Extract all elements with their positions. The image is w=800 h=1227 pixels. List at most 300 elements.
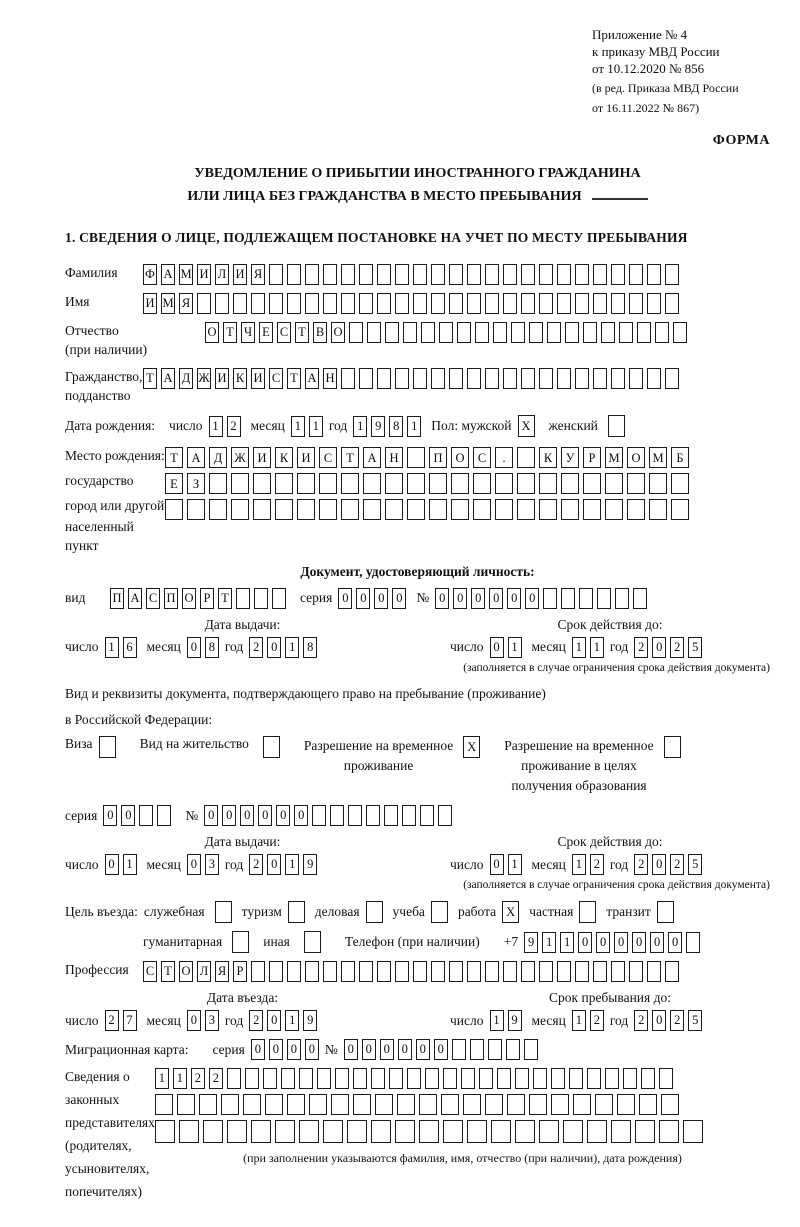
char-box[interactable] xyxy=(583,322,597,343)
char-box[interactable]: А xyxy=(161,368,175,389)
char-box[interactable] xyxy=(385,499,403,520)
char-box[interactable] xyxy=(579,588,593,609)
char-box[interactable] xyxy=(275,473,293,494)
char-box[interactable]: Т xyxy=(287,368,301,389)
char-box[interactable] xyxy=(299,1120,319,1143)
char-box[interactable] xyxy=(601,322,615,343)
char-box[interactable] xyxy=(330,805,344,826)
char-box[interactable] xyxy=(377,264,391,285)
char-box[interactable] xyxy=(506,1039,520,1060)
char-box[interactable] xyxy=(429,499,447,520)
char-box[interactable]: О xyxy=(451,447,469,468)
char-box[interactable] xyxy=(312,805,326,826)
char-box[interactable] xyxy=(587,1068,601,1089)
char-box[interactable] xyxy=(467,368,481,389)
char-box[interactable] xyxy=(521,264,535,285)
char-box[interactable] xyxy=(637,322,651,343)
char-box[interactable] xyxy=(635,1120,655,1143)
char-box[interactable] xyxy=(671,499,689,520)
char-box[interactable]: 0 xyxy=(668,932,682,953)
char-box[interactable] xyxy=(539,473,557,494)
char-box[interactable]: 8 xyxy=(389,416,403,437)
char-box[interactable]: X xyxy=(502,901,519,923)
char-box[interactable] xyxy=(647,961,661,982)
char-box[interactable]: Д xyxy=(209,447,227,468)
char-box[interactable] xyxy=(457,322,471,343)
char-box[interactable]: 1 xyxy=(209,416,223,437)
char-box[interactable] xyxy=(575,293,589,314)
char-box[interactable] xyxy=(269,264,283,285)
char-box[interactable]: 7 xyxy=(123,1010,137,1031)
char-box[interactable] xyxy=(507,1094,525,1115)
char-box[interactable] xyxy=(395,264,409,285)
char-box[interactable]: 0 xyxy=(380,1039,394,1060)
char-box[interactable]: 0 xyxy=(632,932,646,953)
char-box[interactable] xyxy=(359,368,373,389)
char-box[interactable] xyxy=(395,1120,415,1143)
char-box[interactable] xyxy=(275,499,293,520)
char-box[interactable]: П xyxy=(110,588,124,609)
char-box[interactable] xyxy=(517,447,535,468)
char-box[interactable] xyxy=(199,1094,217,1115)
char-box[interactable]: 0 xyxy=(240,805,254,826)
char-box[interactable] xyxy=(449,293,463,314)
char-box[interactable] xyxy=(348,805,362,826)
char-box[interactable]: 0 xyxy=(489,588,503,609)
char-box[interactable] xyxy=(593,961,607,982)
char-box[interactable]: С xyxy=(277,322,291,343)
char-box[interactable]: М xyxy=(161,293,175,314)
char-box[interactable] xyxy=(407,499,425,520)
char-box[interactable] xyxy=(231,499,249,520)
char-box[interactable] xyxy=(511,322,525,343)
char-box[interactable]: 0 xyxy=(652,1010,666,1031)
char-box[interactable] xyxy=(485,264,499,285)
char-box[interactable]: 0 xyxy=(222,805,236,826)
char-box[interactable] xyxy=(287,961,301,982)
char-box[interactable]: 1 xyxy=(572,637,586,658)
char-box[interactable]: И xyxy=(143,293,157,314)
char-box[interactable] xyxy=(611,293,625,314)
char-box[interactable]: У xyxy=(561,447,579,468)
char-box[interactable] xyxy=(441,1094,459,1115)
char-box[interactable] xyxy=(515,1068,529,1089)
char-box[interactable] xyxy=(251,1120,271,1143)
char-box[interactable] xyxy=(493,322,507,343)
char-box[interactable] xyxy=(583,499,601,520)
char-box[interactable] xyxy=(395,293,409,314)
char-box[interactable] xyxy=(299,1068,313,1089)
char-box[interactable] xyxy=(375,1094,393,1115)
char-box[interactable] xyxy=(413,961,427,982)
char-box[interactable] xyxy=(363,473,381,494)
char-box[interactable]: 0 xyxy=(525,588,539,609)
char-box[interactable] xyxy=(686,932,700,953)
char-box[interactable] xyxy=(449,368,463,389)
char-box[interactable]: 2 xyxy=(249,637,263,658)
char-box[interactable]: А xyxy=(161,264,175,285)
char-box[interactable] xyxy=(533,1068,547,1089)
char-box[interactable] xyxy=(203,1120,223,1143)
char-box[interactable]: Б xyxy=(671,447,689,468)
char-box[interactable]: 0 xyxy=(251,1039,265,1060)
char-box[interactable] xyxy=(449,264,463,285)
char-box[interactable] xyxy=(451,499,469,520)
char-box[interactable]: 0 xyxy=(204,805,218,826)
char-box[interactable] xyxy=(305,293,319,314)
char-box[interactable] xyxy=(157,805,171,826)
char-box[interactable]: Ж xyxy=(197,368,211,389)
char-box[interactable] xyxy=(323,961,337,982)
char-box[interactable] xyxy=(517,499,535,520)
char-box[interactable]: 0 xyxy=(453,588,467,609)
char-box[interactable] xyxy=(575,368,589,389)
char-box[interactable] xyxy=(467,293,481,314)
char-box[interactable] xyxy=(413,293,427,314)
char-box[interactable]: 0 xyxy=(614,932,628,953)
char-box[interactable] xyxy=(431,368,445,389)
char-box[interactable] xyxy=(611,368,625,389)
char-box[interactable] xyxy=(485,961,499,982)
char-box[interactable]: С xyxy=(143,961,157,982)
char-box[interactable]: X xyxy=(518,415,535,437)
char-box[interactable] xyxy=(425,1068,439,1089)
char-box[interactable] xyxy=(467,1120,487,1143)
char-box[interactable]: 0 xyxy=(267,854,281,875)
char-box[interactable] xyxy=(623,1068,637,1089)
char-box[interactable] xyxy=(353,1094,371,1115)
char-box[interactable] xyxy=(659,1120,679,1143)
char-box[interactable]: 3 xyxy=(205,1010,219,1031)
char-box[interactable]: 9 xyxy=(303,854,317,875)
char-box[interactable] xyxy=(420,805,434,826)
char-box[interactable] xyxy=(611,1120,631,1143)
char-box[interactable]: Т xyxy=(295,322,309,343)
char-box[interactable] xyxy=(467,961,481,982)
char-box[interactable] xyxy=(649,473,667,494)
char-box[interactable] xyxy=(485,1094,503,1115)
char-box[interactable] xyxy=(288,901,305,923)
char-box[interactable] xyxy=(495,473,513,494)
char-box[interactable] xyxy=(641,1068,655,1089)
char-box[interactable] xyxy=(665,368,679,389)
char-box[interactable] xyxy=(439,322,453,343)
char-box[interactable] xyxy=(431,961,445,982)
char-box[interactable] xyxy=(551,1068,565,1089)
char-box[interactable]: 0 xyxy=(344,1039,358,1060)
char-box[interactable] xyxy=(593,264,607,285)
char-box[interactable] xyxy=(269,961,283,982)
char-box[interactable]: 2 xyxy=(191,1068,205,1089)
char-box[interactable] xyxy=(309,1094,327,1115)
char-box[interactable]: 1 xyxy=(490,1010,504,1031)
char-box[interactable]: 0 xyxy=(356,588,370,609)
char-box[interactable] xyxy=(491,1120,511,1143)
char-box[interactable] xyxy=(543,588,557,609)
char-box[interactable] xyxy=(503,293,517,314)
char-box[interactable] xyxy=(561,588,575,609)
char-box[interactable]: А xyxy=(128,588,142,609)
char-box[interactable] xyxy=(473,499,491,520)
char-box[interactable] xyxy=(452,1039,466,1060)
char-box[interactable]: Е xyxy=(165,473,183,494)
char-box[interactable] xyxy=(341,264,355,285)
char-box[interactable] xyxy=(402,805,416,826)
char-box[interactable] xyxy=(341,473,359,494)
char-box[interactable] xyxy=(359,961,373,982)
char-box[interactable]: 1 xyxy=(572,854,586,875)
char-box[interactable] xyxy=(317,1068,331,1089)
char-box[interactable]: З xyxy=(187,473,205,494)
char-box[interactable] xyxy=(529,322,543,343)
char-box[interactable] xyxy=(155,1120,175,1143)
char-box[interactable]: 0 xyxy=(121,805,135,826)
char-box[interactable] xyxy=(461,1068,475,1089)
char-box[interactable]: Л xyxy=(197,961,211,982)
char-box[interactable] xyxy=(403,322,417,343)
char-box[interactable] xyxy=(521,293,535,314)
char-box[interactable] xyxy=(421,322,435,343)
char-box[interactable] xyxy=(233,293,247,314)
char-box[interactable] xyxy=(407,447,425,468)
char-box[interactable] xyxy=(395,368,409,389)
char-box[interactable]: 0 xyxy=(490,637,504,658)
char-box[interactable] xyxy=(253,473,271,494)
char-box[interactable]: 0 xyxy=(652,854,666,875)
char-box[interactable] xyxy=(227,1068,241,1089)
char-box[interactable]: 8 xyxy=(303,637,317,658)
char-box[interactable] xyxy=(573,1094,591,1115)
char-box[interactable]: 2 xyxy=(670,637,684,658)
char-box[interactable] xyxy=(407,473,425,494)
char-box[interactable]: Е xyxy=(259,322,273,343)
char-box[interactable] xyxy=(395,961,409,982)
char-box[interactable]: 0 xyxy=(471,588,485,609)
char-box[interactable]: 1 xyxy=(560,932,574,953)
char-box[interactable] xyxy=(367,322,381,343)
char-box[interactable]: М xyxy=(605,447,623,468)
char-box[interactable]: С xyxy=(319,447,337,468)
char-box[interactable]: М xyxy=(649,447,667,468)
char-box[interactable]: 0 xyxy=(596,932,610,953)
char-box[interactable] xyxy=(323,1120,343,1143)
char-box[interactable]: 0 xyxy=(392,588,406,609)
char-box[interactable] xyxy=(605,499,623,520)
char-box[interactable]: 5 xyxy=(688,854,702,875)
char-box[interactable]: 0 xyxy=(105,854,119,875)
char-box[interactable] xyxy=(521,368,535,389)
char-box[interactable]: Т xyxy=(161,961,175,982)
char-box[interactable] xyxy=(155,1094,173,1115)
char-box[interactable] xyxy=(647,293,661,314)
char-box[interactable] xyxy=(419,1120,439,1143)
char-box[interactable] xyxy=(209,499,227,520)
char-box[interactable]: 9 xyxy=(524,932,538,953)
char-box[interactable] xyxy=(503,264,517,285)
char-box[interactable]: С xyxy=(146,588,160,609)
char-box[interactable]: 0 xyxy=(103,805,117,826)
char-box[interactable] xyxy=(539,961,553,982)
char-box[interactable] xyxy=(287,1094,305,1115)
char-box[interactable]: 1 xyxy=(309,416,323,437)
char-box[interactable]: Я xyxy=(179,293,193,314)
char-box[interactable]: 2 xyxy=(249,1010,263,1031)
char-box[interactable]: 0 xyxy=(276,805,290,826)
char-box[interactable] xyxy=(470,1039,484,1060)
char-box[interactable]: Р xyxy=(200,588,214,609)
char-box[interactable] xyxy=(561,473,579,494)
char-box[interactable] xyxy=(272,588,286,609)
char-box[interactable] xyxy=(575,264,589,285)
char-box[interactable]: 1 xyxy=(407,416,421,437)
char-box[interactable]: 0 xyxy=(269,1039,283,1060)
char-box[interactable]: К xyxy=(539,447,557,468)
char-box[interactable]: И xyxy=(197,264,211,285)
char-box[interactable]: 0 xyxy=(267,637,281,658)
char-box[interactable]: 0 xyxy=(258,805,272,826)
char-box[interactable] xyxy=(209,473,227,494)
char-box[interactable] xyxy=(629,264,643,285)
char-box[interactable]: 1 xyxy=(542,932,556,953)
char-box[interactable]: 0 xyxy=(294,805,308,826)
char-box[interactable]: 0 xyxy=(435,588,449,609)
char-box[interactable] xyxy=(305,961,319,982)
char-box[interactable] xyxy=(385,473,403,494)
char-box[interactable] xyxy=(429,473,447,494)
char-box[interactable] xyxy=(377,368,391,389)
char-box[interactable]: 0 xyxy=(490,854,504,875)
char-box[interactable] xyxy=(593,368,607,389)
char-box[interactable] xyxy=(263,1068,277,1089)
char-box[interactable] xyxy=(177,1094,195,1115)
char-box[interactable] xyxy=(231,473,249,494)
char-box[interactable]: Ч xyxy=(241,322,255,343)
char-box[interactable]: Н xyxy=(323,368,337,389)
char-box[interactable]: 1 xyxy=(155,1068,169,1089)
char-box[interactable]: Р xyxy=(583,447,601,468)
char-box[interactable]: 2 xyxy=(590,854,604,875)
char-box[interactable]: 2 xyxy=(670,1010,684,1031)
char-box[interactable] xyxy=(683,1120,703,1143)
char-box[interactable]: 0 xyxy=(362,1039,376,1060)
char-box[interactable] xyxy=(323,264,337,285)
char-box[interactable]: 9 xyxy=(371,416,385,437)
char-box[interactable]: 9 xyxy=(508,1010,522,1031)
char-box[interactable]: Т xyxy=(223,322,237,343)
char-box[interactable] xyxy=(377,293,391,314)
char-box[interactable] xyxy=(565,322,579,343)
char-box[interactable] xyxy=(335,1068,349,1089)
char-box[interactable] xyxy=(297,473,315,494)
char-box[interactable] xyxy=(281,1068,295,1089)
char-box[interactable]: 2 xyxy=(105,1010,119,1031)
char-box[interactable] xyxy=(597,588,611,609)
char-box[interactable] xyxy=(443,1120,463,1143)
char-box[interactable]: О xyxy=(331,322,345,343)
char-box[interactable] xyxy=(349,322,363,343)
char-box[interactable] xyxy=(359,264,373,285)
char-box[interactable] xyxy=(475,322,489,343)
char-box[interactable] xyxy=(397,1094,415,1115)
char-box[interactable]: 2 xyxy=(227,416,241,437)
char-box[interactable] xyxy=(341,961,355,982)
char-box[interactable] xyxy=(385,322,399,343)
char-box[interactable] xyxy=(451,473,469,494)
char-box[interactable] xyxy=(187,499,205,520)
char-box[interactable] xyxy=(366,805,380,826)
char-box[interactable] xyxy=(557,264,571,285)
char-box[interactable]: 0 xyxy=(650,932,664,953)
char-box[interactable]: 2 xyxy=(670,854,684,875)
char-box[interactable]: Т xyxy=(218,588,232,609)
char-box[interactable]: В xyxy=(313,322,327,343)
char-box[interactable]: Ф xyxy=(143,264,157,285)
char-box[interactable] xyxy=(639,1094,657,1115)
char-box[interactable]: Т xyxy=(143,368,157,389)
char-box[interactable]: 0 xyxy=(338,588,352,609)
char-box[interactable]: О xyxy=(182,588,196,609)
char-box[interactable] xyxy=(347,1120,367,1143)
char-box[interactable]: 8 xyxy=(205,637,219,658)
char-box[interactable]: М xyxy=(179,264,193,285)
char-box[interactable] xyxy=(297,499,315,520)
char-box[interactable]: О xyxy=(627,447,645,468)
char-box[interactable] xyxy=(304,931,321,953)
char-box[interactable] xyxy=(389,1068,403,1089)
char-box[interactable] xyxy=(627,499,645,520)
char-box[interactable] xyxy=(665,961,679,982)
char-box[interactable]: 6 xyxy=(123,637,137,658)
char-box[interactable] xyxy=(275,1120,295,1143)
char-box[interactable] xyxy=(655,322,669,343)
char-box[interactable] xyxy=(227,1120,247,1143)
char-box[interactable] xyxy=(431,264,445,285)
char-box[interactable] xyxy=(467,264,481,285)
char-box[interactable] xyxy=(463,1094,481,1115)
char-box[interactable]: 0 xyxy=(652,637,666,658)
char-box[interactable] xyxy=(479,1068,493,1089)
char-box[interactable]: К xyxy=(233,368,247,389)
char-box[interactable]: 1 xyxy=(173,1068,187,1089)
char-box[interactable]: 3 xyxy=(205,854,219,875)
char-box[interactable]: 1 xyxy=(285,1010,299,1031)
char-box[interactable] xyxy=(165,499,183,520)
char-box[interactable] xyxy=(503,961,517,982)
char-box[interactable]: 0 xyxy=(305,1039,319,1060)
char-box[interactable]: 2 xyxy=(634,1010,648,1031)
char-box[interactable] xyxy=(629,961,643,982)
char-box[interactable] xyxy=(647,264,661,285)
char-box[interactable] xyxy=(557,293,571,314)
char-box[interactable] xyxy=(524,1039,538,1060)
char-box[interactable]: К xyxy=(275,447,293,468)
char-box[interactable] xyxy=(305,264,319,285)
char-box[interactable] xyxy=(221,1094,239,1115)
char-box[interactable]: 0 xyxy=(416,1039,430,1060)
char-box[interactable]: 1 xyxy=(508,854,522,875)
char-box[interactable]: Д xyxy=(179,368,193,389)
char-box[interactable] xyxy=(664,736,681,758)
char-box[interactable]: 0 xyxy=(578,932,592,953)
char-box[interactable] xyxy=(539,293,553,314)
char-box[interactable] xyxy=(232,931,249,953)
char-box[interactable]: 1 xyxy=(123,854,137,875)
char-box[interactable]: 0 xyxy=(187,1010,201,1031)
char-box[interactable] xyxy=(517,473,535,494)
char-box[interactable] xyxy=(179,1120,199,1143)
char-box[interactable] xyxy=(359,293,373,314)
char-box[interactable] xyxy=(485,368,499,389)
